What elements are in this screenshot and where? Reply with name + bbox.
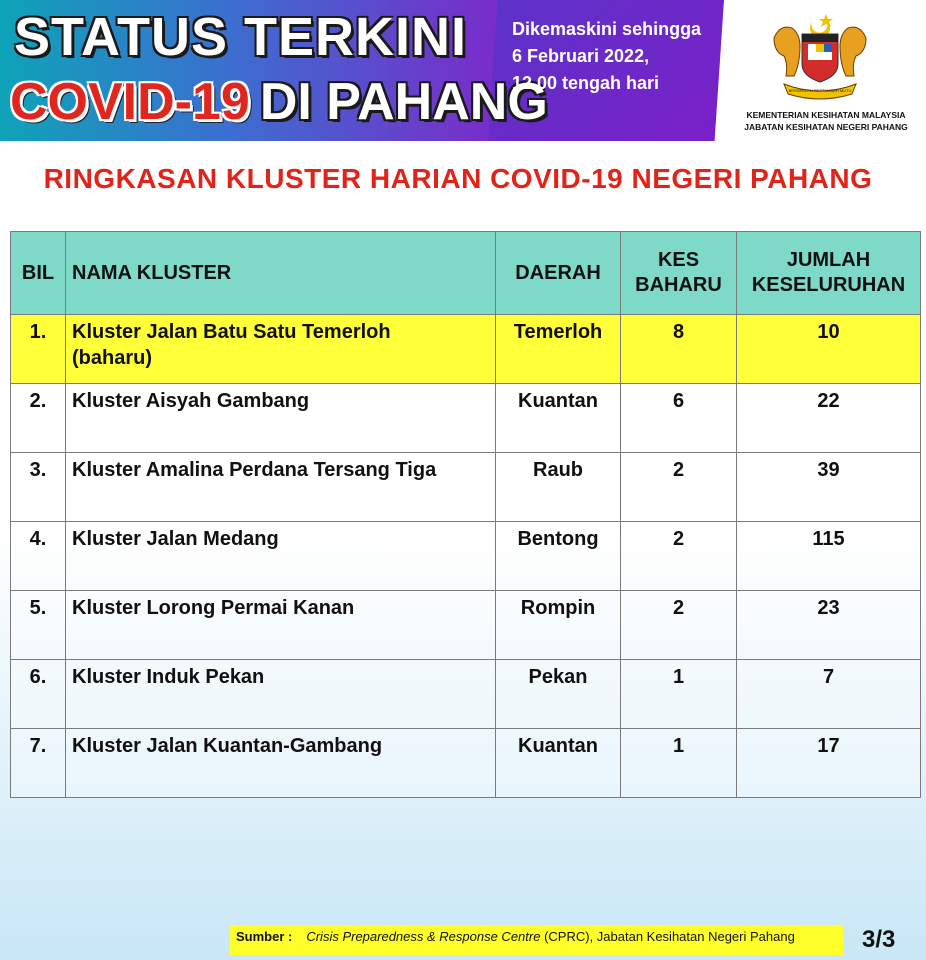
update-line-2: 6 Februari 2022,	[512, 46, 650, 66]
header-kes-baharu	[621, 232, 737, 315]
cell-bil: 4.	[11, 522, 66, 591]
cell-kes: 1	[621, 660, 737, 729]
table-row	[11, 522, 921, 591]
title-status-terkini: STATUS TERKINI	[14, 7, 467, 67]
page-heading: RINGKASAN KLUSTER HARIAN COVID-19 NEGERI PAHANG	[43, 163, 873, 194]
header-jumlah-line-2: KESELURUHAN	[751, 274, 906, 296]
cell-daerah: Pekan	[496, 660, 621, 729]
cell-nama	[66, 315, 496, 384]
page-number: 3/3	[862, 926, 896, 953]
cell-jumlah: 39	[737, 453, 921, 522]
title-covid: COVID-19	[10, 73, 250, 131]
header-daerah: DAERAH	[496, 232, 621, 315]
cell-daerah: Temerloh	[496, 315, 621, 384]
cell-nama: Kluster Jalan Medang	[66, 522, 496, 591]
update-line-3: 12.00 tengah hari	[512, 73, 660, 93]
cell-nama: Kluster Aisyah Gambang	[66, 384, 496, 453]
cell-bil: 7.	[11, 729, 66, 798]
cell-kes: 1	[621, 729, 737, 798]
cell-jumlah: 7	[737, 660, 921, 729]
source-note	[230, 925, 843, 955]
malaysia-coat-of-arms-icon	[760, 8, 880, 104]
cell-bil: 5.	[11, 591, 66, 660]
table-row	[11, 660, 921, 729]
cell-jumlah: 23	[737, 591, 921, 660]
cell-bil: 1.	[11, 315, 66, 384]
cell-kes: 2	[621, 591, 737, 660]
header-bil: BIL	[11, 232, 66, 315]
cell-jumlah: 115	[737, 522, 921, 591]
cell-nama-text: Kluster Jalan Batu Satu Temerloh	[72, 321, 391, 343]
header-banner	[0, 0, 926, 141]
cell-kes: 6	[621, 384, 737, 453]
cell-nama-extra: (baharu)	[72, 347, 152, 369]
cell-nama: Kluster Induk Pekan	[66, 660, 496, 729]
cell-bil: 3.	[11, 453, 66, 522]
cell-bil: 6.	[11, 660, 66, 729]
table-row	[11, 453, 921, 522]
cluster-table	[10, 231, 921, 798]
source-organisation: Crisis Preparedness & Response Centre	[306, 929, 541, 944]
header-kes-line-2: BAHARU	[635, 274, 722, 296]
cell-daerah: Bentong	[496, 522, 621, 591]
cell-kes: 8	[621, 315, 737, 384]
header-nama-kluster: NAMA KLUSTER	[66, 232, 496, 315]
table-row	[11, 384, 921, 453]
ministry-line-2: JABATAN KESIHATAN NEGERI PAHANG	[744, 122, 908, 132]
table-row	[11, 729, 921, 798]
cell-jumlah: 22	[737, 384, 921, 453]
cell-bil: 2.	[11, 384, 66, 453]
header-kes-line-1: KES	[657, 249, 700, 271]
table-header-row	[11, 232, 921, 315]
cell-daerah: Kuantan	[496, 384, 621, 453]
table-row	[11, 591, 921, 660]
title-covid-line	[10, 72, 548, 132]
cell-kes: 2	[621, 453, 737, 522]
ministry-name	[728, 109, 924, 133]
cell-daerah: Kuantan	[496, 729, 621, 798]
cell-kes: 2	[621, 522, 737, 591]
cell-nama: Kluster Amalina Perdana Tersang Tiga	[66, 453, 496, 522]
table-row	[11, 315, 921, 384]
cell-jumlah: 17	[737, 729, 921, 798]
cell-nama: Kluster Jalan Kuantan-Gambang	[66, 729, 496, 798]
header-jumlah-keseluruhan	[737, 232, 921, 315]
title-location: DI PAHANG	[259, 73, 548, 131]
header-jumlah-line-1: JUMLAH	[786, 249, 871, 271]
source-department: (CPRC), Jabatan Kesihatan Negeri Pahang	[540, 929, 795, 944]
cell-nama: Kluster Lorong Permai Kanan	[66, 591, 496, 660]
cell-daerah: Raub	[496, 453, 621, 522]
cell-daerah: Rompin	[496, 591, 621, 660]
ministry-line-1: KEMENTERIAN KESIHATAN MALAYSIA	[746, 110, 906, 120]
update-info	[512, 16, 712, 97]
crest-motto: BERSEKUTU BERTAMBAH MUTU	[788, 88, 852, 93]
source-label: Sumber :	[236, 929, 293, 944]
cell-jumlah: 10	[737, 315, 921, 384]
update-line-1: Dikemaskini sehingga	[512, 19, 702, 39]
